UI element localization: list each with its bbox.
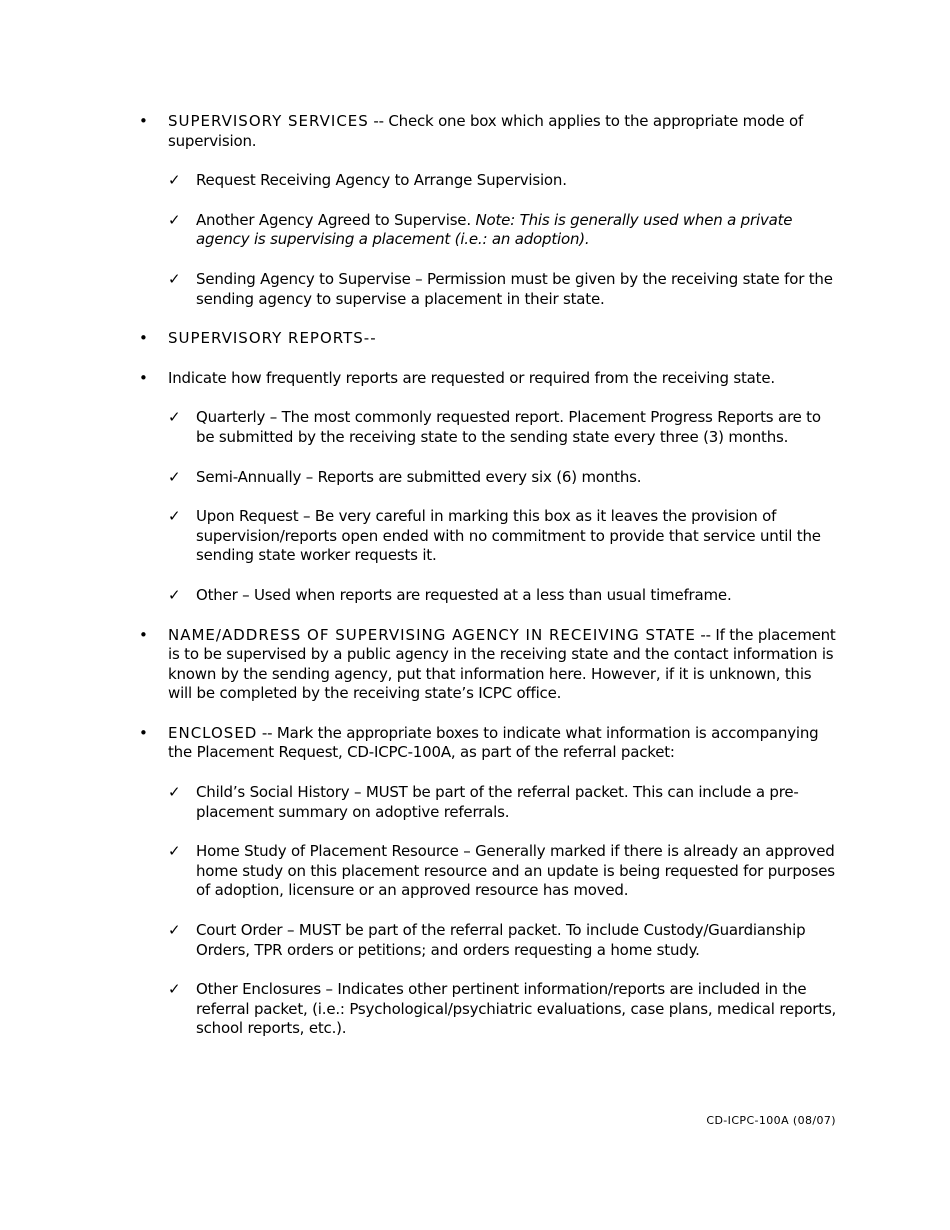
bullet-item xyxy=(139,724,839,763)
bullet-icon: • xyxy=(139,368,148,387)
bullet-item xyxy=(139,112,839,151)
section-heading: ENCLOSED xyxy=(168,723,258,742)
item-text: -- If the placement is to be supervised by a public agency in the receiving state and the contact information is known by the sending agency, put that information here. However, if it is unknown, this will be completed by the receiving state’s ICPC office. xyxy=(168,625,836,703)
section-heading: SUPERVISORY REPORTS-- xyxy=(168,329,377,348)
checkmark-icon: ✓ xyxy=(168,980,181,999)
item-text: Indicate how frequently reports are requested or required from the receiving state. xyxy=(168,368,775,387)
item-text: Another Agency Agreed to Supervise. xyxy=(196,210,476,229)
bullet-icon: • xyxy=(139,112,148,130)
item-text: Sending Agency to Supervise – Permission must be given by the receiving state for the sending agency to supervise a placement in their state. xyxy=(196,269,833,308)
checkmark-icon: ✓ xyxy=(168,269,181,288)
item-text: Court Order – MUST be part of the referral packet. To include Custody/Guardianship Orders, TPR orders or petitions; and orders requesting a home study. xyxy=(196,921,806,959)
item-text: -- Check one box which applies to the appropriate mode of supervision. xyxy=(168,112,804,150)
form-number-footer: CD-ICPC-100A (08/07) xyxy=(706,1114,836,1127)
checked-item xyxy=(139,842,839,901)
section-heading: NAME/ADDRESS OF SUPERVISING AGENCY IN RECEIVING STATE xyxy=(168,625,696,644)
item-text: Home Study of Placement Resource – Generally marked if there is already an approved home study on this placement resource and an update is being requested for purposes of adoption, licensure or an approved resource has moved. xyxy=(196,842,835,900)
checked-item xyxy=(139,921,839,960)
checkmark-icon: ✓ xyxy=(168,507,181,526)
checked-item xyxy=(139,211,839,250)
item-text: Child’s Social History – MUST be part of the referral packet. This can include a pre-placement summary on adoptive referrals. xyxy=(196,783,799,821)
item-text: Semi-Annually – Reports are submitted every six (6) months. xyxy=(196,467,642,486)
section-heading: SUPERVISORY SERVICES xyxy=(168,112,369,130)
checked-item xyxy=(139,507,839,566)
item-text: Other – Used when reports are requested at a less than usual timeframe. xyxy=(196,585,732,604)
item-text: Other Enclosures – Indicates other pertinent information/reports are included in the referral packet, (i.e.: Psychological/psychiatric evaluations, case plans, medical reports, school reports, etc.). xyxy=(196,980,837,1038)
bullet-icon: • xyxy=(139,329,148,348)
bullet-item xyxy=(139,369,839,389)
item-note: Note: This is generally used when a private agency is supervising a placement (i.e.: an adoption). xyxy=(196,210,793,249)
checkmark-icon: ✓ xyxy=(168,842,181,861)
item-text: Quarterly – The most commonly requested report. Placement Progress Reports are to be submitted by the receiving state to the sending state every three (3) months. xyxy=(196,408,821,446)
bullet-item xyxy=(139,329,839,349)
item-text: Request Receiving Agency to Arrange Supervision. xyxy=(196,171,567,190)
checked-item xyxy=(139,270,839,309)
checkmark-icon: ✓ xyxy=(168,783,181,802)
checkmark-icon: ✓ xyxy=(168,171,181,190)
bullet-icon: • xyxy=(139,723,148,742)
bullet-icon: • xyxy=(139,625,148,644)
checkmark-icon: ✓ xyxy=(168,921,181,940)
checked-item xyxy=(139,586,839,606)
checkmark-icon: ✓ xyxy=(168,408,181,427)
checkmark-icon: ✓ xyxy=(168,467,181,486)
item-text: Upon Request – Be very careful in marking this box as it leaves the provision of supervision/reports open ended with no commitment to provide that service until the sending state worker requests it. xyxy=(196,507,821,565)
checked-item xyxy=(139,468,839,488)
checkmark-icon: ✓ xyxy=(168,585,181,604)
bullet-item xyxy=(139,626,839,704)
checked-item xyxy=(139,980,839,1039)
checkmark-icon: ✓ xyxy=(168,210,181,229)
document-body xyxy=(139,112,839,1059)
checked-item xyxy=(139,783,839,822)
checked-item xyxy=(139,171,839,191)
checked-item xyxy=(139,408,839,447)
item-text: -- Mark the appropriate boxes to indicate what information is accompanying the Placement Request, CD-ICPC-100A, as part of the referral packet: xyxy=(168,723,819,762)
